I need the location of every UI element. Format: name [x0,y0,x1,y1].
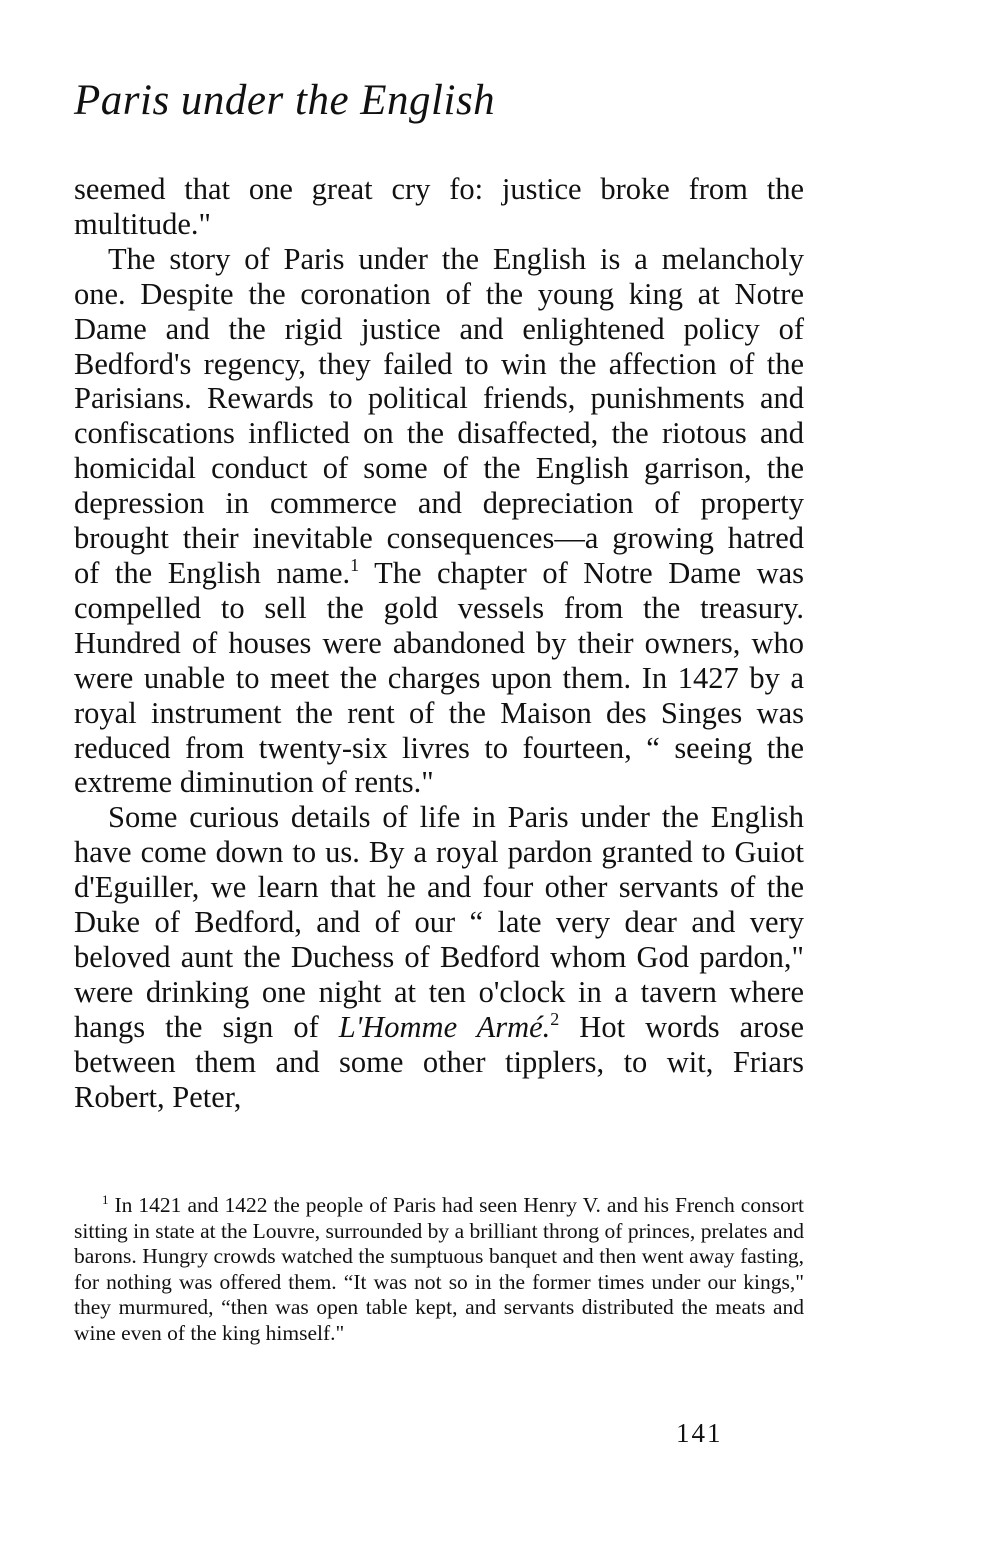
footnote-reference: 1 [350,554,360,575]
footnote-marker: 1 [102,1192,109,1207]
paragraph-continued [74,172,804,242]
paragraph-text: The chapter of Notre Dame was compelled to sell the gold vessels from the treasury. Hundred of houses were abandoned by their owners, who were unable to meet the charges upon them. In 1427 by a royal instrument the rent of the Maison des Singes was reduced from twenty-six livres to fourteen, “ seeing the extreme diminution of rents." [74,555,804,800]
footnotes [74,1193,804,1347]
paragraph-text: The story of Paris under the English is a melancholy one. Despite the coronation of the young king at Notre Dame and the rigid justice and enlightened policy of Bedford's regency, they failed to win the affection of the Parisians. Rewards to political friends, punishments and confiscations inflicted on the disaffected, the riotous and homicidal conduct of some of the English garrison, the depression in commerce and depreciation of property brought their inevitable consequences—a growing hatred of the English name. [74,241,804,590]
body-text [74,172,804,1114]
footnote-text: In 1421 and 1422 the people of Paris had seen Henry V. and his French consort sitting in state at the Louvre, surrounded by a brilliant throng of princes, prelates and barons. Hungry crowds watched the sumptuous banquet and then went away fasting, for nothing was offered them. “It was not so in the former times under our kings," they murmured, “then was open table kept, and servants distributed the meats and wine even of the king himself." [74,1193,804,1345]
paragraph [74,242,804,801]
footnote-reference: 2 [550,1008,560,1029]
paragraph [74,800,804,1114]
paragraph-text: seemed that one great cry fo: justice broke from the multitude." [74,172,804,241]
paragraph-text: Hot words arose between them and some other tipplers, to wit, Friars Robert, Peter, [74,1009,804,1114]
page-number: 141 [676,1418,723,1448]
paragraph-text: Some curious details of life in Paris under the English have come down to us. By a royal pardon granted to Guiot d'Eguiller, we learn that he and four other servants of the Duke of Bedford, and of our “ late very dear and very beloved aunt the Duchess of Bedford whom God pardon," were drinking one night at ten o'clock in a tavern where hangs the sign of [74,800,804,1044]
running-head: Paris under the English [74,77,496,124]
tavern-sign-name: L'Homme Armé. [338,1009,551,1044]
footnote [74,1193,804,1347]
